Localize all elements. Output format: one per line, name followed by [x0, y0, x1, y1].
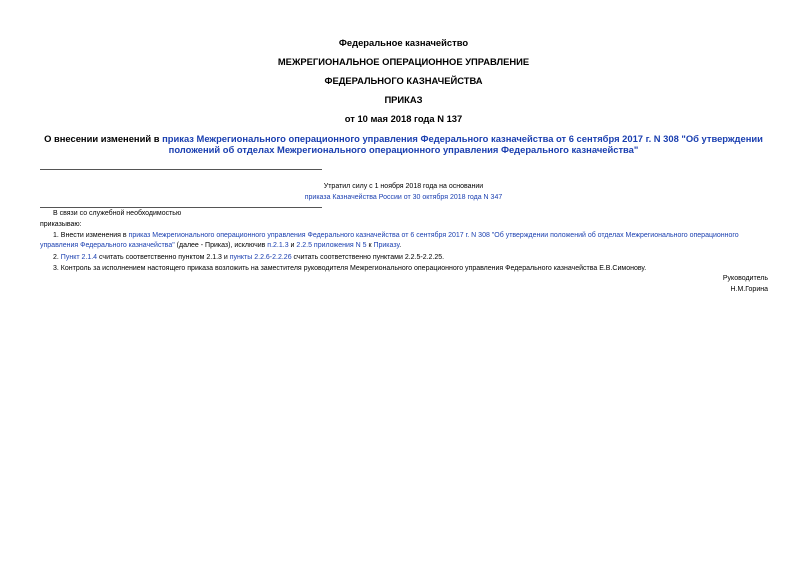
- item-1-link-appendix[interactable]: 2.2.5 приложения N 5: [296, 242, 367, 249]
- status-note-line-2: [200, 192, 607, 204]
- divider-bottom: [40, 207, 322, 208]
- item-1: [40, 231, 770, 251]
- intro-text: В связи со служебной необходимостью: [53, 210, 182, 217]
- document-title: [40, 133, 767, 155]
- status-note-link[interactable]: приказа Казначейства России от 30 октября 2018 года N 347: [304, 194, 503, 201]
- item-1-mid: (далее - Приказ), исключив: [174, 242, 268, 249]
- item-2-mid: считать соответственно пунктом 2.1.3 и: [97, 254, 230, 261]
- item-2-end: считать соответственно пунктами 2.2.5-2.2.25.: [291, 254, 445, 261]
- item-2-num: 2.: [53, 254, 61, 261]
- title-link[interactable]: приказ Межрегионального операционного управления Федерального казначейства от 6 сентября 2017 г. N 308 "Об утверждении положений об отделах Межрегионального операционного управления Федерального казначейства": [162, 133, 763, 155]
- item-1-link-order-short[interactable]: Приказу: [373, 242, 400, 249]
- title-prefix: О внесении изменений в: [44, 133, 163, 144]
- signature-name: Н.М.Горина: [730, 286, 768, 293]
- department-line-1: МЕЖРЕГИОНАЛЬНОЕ ОПЕРАЦИОННОЕ УПРАВЛЕНИЕ: [277, 56, 530, 67]
- department-line-2: ФЕДЕРАЛЬНОГО КАЗНАЧЕЙСТВА: [324, 75, 483, 86]
- divider-top: [40, 169, 322, 170]
- item-1-and: и: [288, 242, 297, 249]
- item-3: 3. Контроль за исполнением настоящего приказа возложить на заместителя руководителя Межрегионального операционного управления Федерального казначейства Е.В.Симонову.: [53, 265, 647, 272]
- item-1-link-p213[interactable]: п.2.1.3: [267, 242, 289, 249]
- doc-type: ПРИКАЗ: [384, 94, 423, 105]
- item-2-link-p226[interactable]: пункты 2.2.6-2.2.26: [229, 254, 292, 261]
- agency-name: Федеральное казначейство: [338, 37, 469, 48]
- item-1-prefix: 1. Внести изменения в: [53, 232, 129, 239]
- item-1-link-order[interactable]: приказ Межрегионального операционного управления Федерального казначейства от 6 сентября 2017 г. N 308 "Об утверждении положений об отделах Межрегионального операционного управления Федерального казначейства": [40, 232, 739, 249]
- item-2-link-p214[interactable]: Пункт 2.1.4: [60, 254, 98, 261]
- item-2: [40, 253, 770, 263]
- signature-position: Руководитель: [722, 275, 768, 282]
- order-word: приказываю:: [40, 221, 82, 228]
- item-1-end: .: [399, 242, 402, 249]
- date-number: от 10 мая 2018 года N 137: [344, 113, 463, 124]
- item-1-to: к: [366, 242, 374, 249]
- status-note-line-1: Утратил силу с 1 ноября 2018 года на основании: [323, 183, 484, 190]
